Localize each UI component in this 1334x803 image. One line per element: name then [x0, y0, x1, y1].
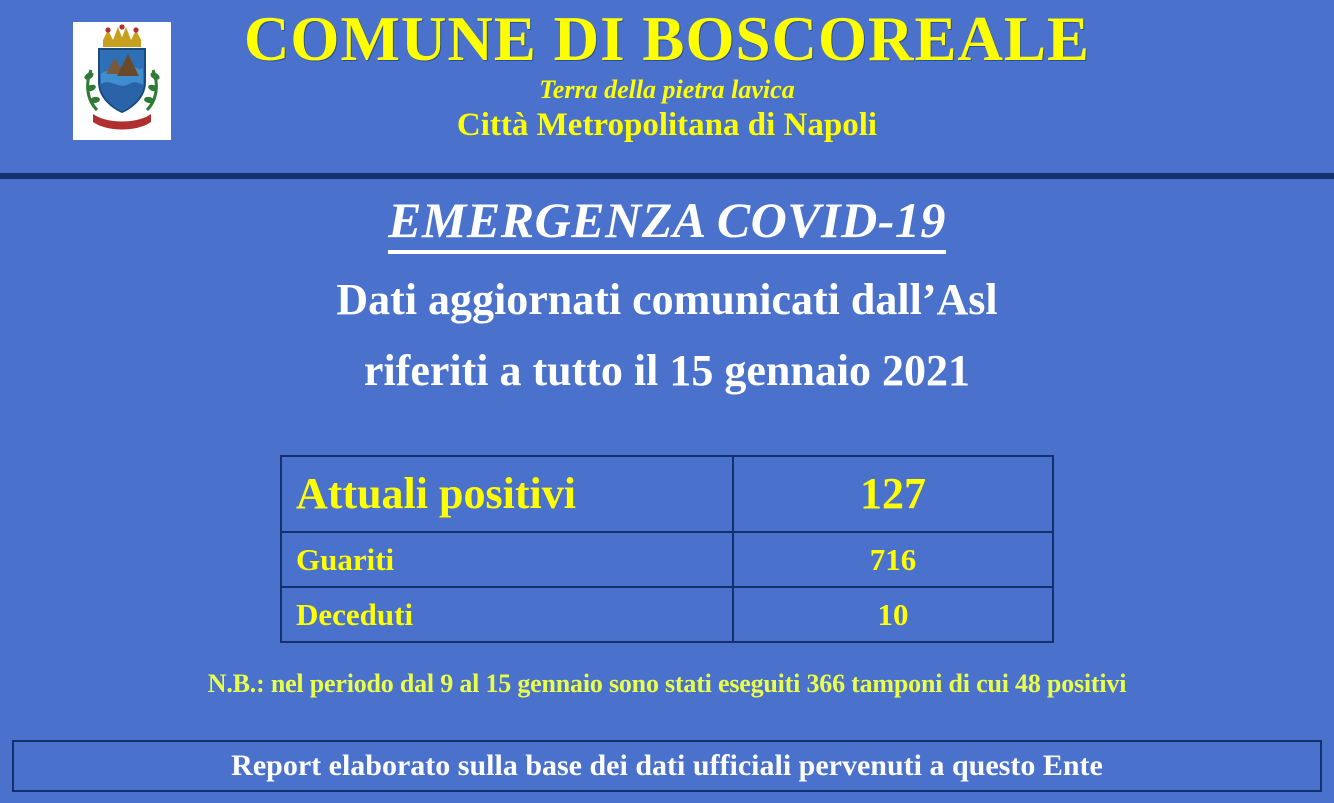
stats-table-wrapper — [0, 455, 1334, 643]
stats-label-attuali-positivi: Attuali positivi — [281, 456, 733, 532]
update-info-line-1: Dati aggiornati comunicati dall’Asl — [336, 275, 998, 324]
stats-label-guariti: Guariti — [281, 532, 733, 587]
page-body — [0, 176, 1334, 800]
table-row — [281, 456, 1053, 532]
header-text-block — [0, 0, 1334, 143]
stats-table — [280, 455, 1054, 643]
stats-value-deceduti: 10 — [733, 587, 1053, 642]
stats-value-attuali-positivi: 127 — [733, 456, 1053, 532]
update-info-line-2: riferiti a tutto il 15 gennaio 2021 — [363, 346, 971, 396]
header-subtitle-province: Città Metropolitana di Napoli — [456, 106, 878, 143]
stats-label-deceduti: Deceduti — [281, 587, 733, 642]
page-header — [0, 0, 1334, 176]
table-row — [281, 532, 1053, 587]
footer-box — [12, 740, 1322, 792]
coat-of-arms-crest-icon — [73, 22, 171, 140]
update-info — [0, 264, 1334, 407]
stats-value-guariti: 716 — [733, 532, 1053, 587]
emergency-heading — [0, 193, 1334, 248]
table-row — [281, 587, 1053, 642]
emergency-heading-text: EMERGENZA COVID-19 — [388, 192, 946, 254]
header-subtitle-motto: Terra della pietra lavica — [539, 75, 795, 105]
note-text: N.B.: nel periodo dal 9 al 15 gennaio sono stati eseguiti 366 tamponi di cui 48 positivi — [207, 668, 1127, 698]
footer-text: Report elaborato sulla base dei dati ufficiali pervenuti a questo Ente — [231, 749, 1103, 782]
page-title: COMUNE DI BOSCOREALE — [243, 4, 1091, 74]
